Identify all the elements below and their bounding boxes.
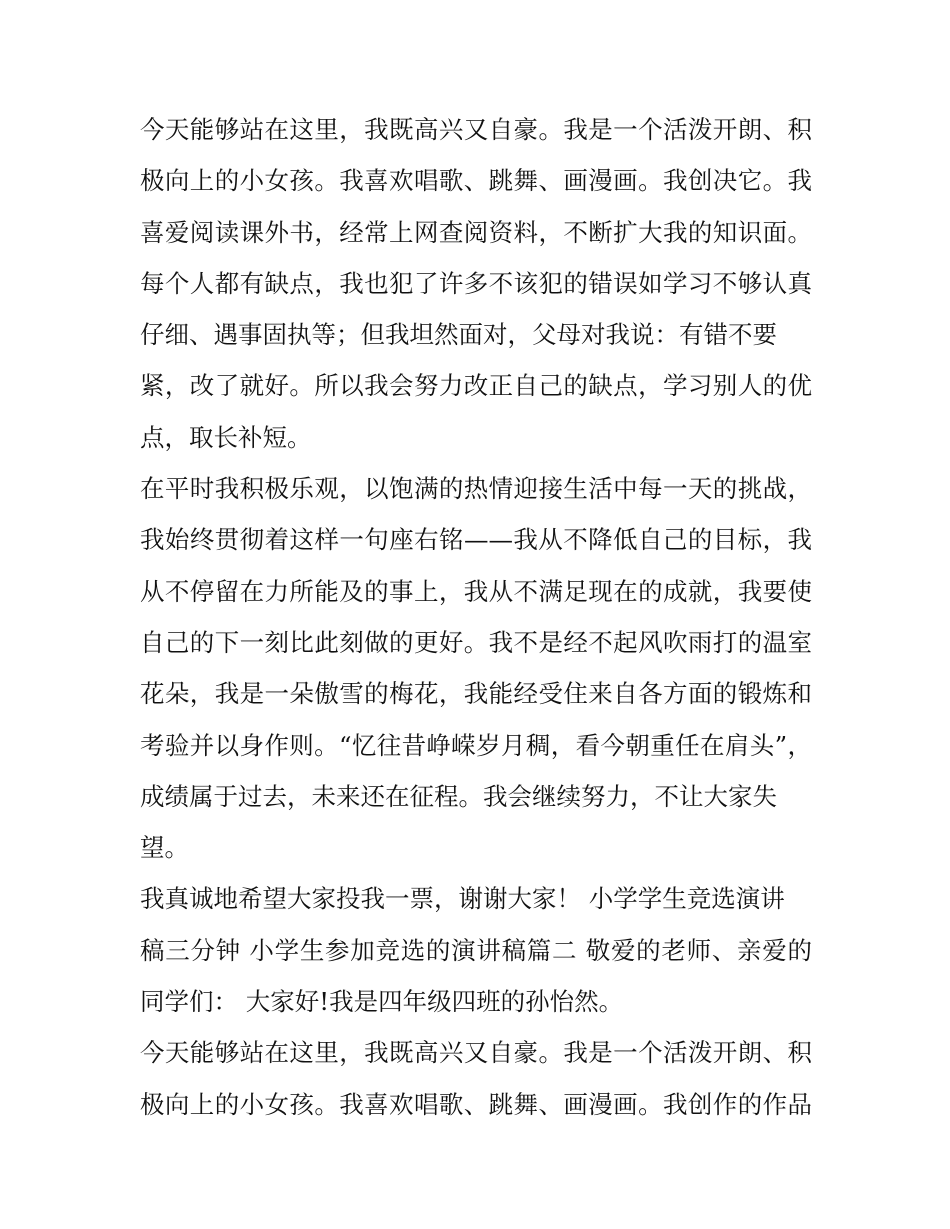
text-line: 我始终贯彻着这样一句座右铭——我从不降低自己的目标，我 (140, 525, 812, 555)
text-line: 每个人都有缺点，我也犯了许多不该犯的错误如学习不够认真 (140, 268, 812, 298)
text-line: 我真诚地希望大家投我一票，谢谢大家！ 小学学生竞选演讲 (140, 884, 785, 914)
text-line: 极向上的小女孩。我喜欢唱歌、跳舞、画漫画。我创作的作品 (140, 1089, 812, 1119)
text-line: 今天能够站在这里，我既高兴又自豪。我是一个活泼开朗、积 (140, 115, 812, 144)
text-line: 紧，改了就好。所以我会努力改正自己的缺点，学习别人的优 (140, 371, 812, 401)
text-line: 点，取长补短。 (140, 422, 312, 452)
text-line: 喜爱阅读课外书，经常上网查阅资料，不断扩大我的知识面。 (140, 217, 812, 247)
document-body (140, 104, 812, 1130)
text-line: 望。 (140, 833, 189, 863)
text-line: 同学们： 大家好!我是四年级四班的孙怡然。 (140, 987, 624, 1017)
text-line: 成绩属于过去，未来还在征程。我会继续努力，不让大家失 (140, 781, 777, 811)
text-line: 从不停留在力所能及的事上，我从不满足现在的成就，我要使 (140, 576, 812, 606)
text-line: 仔细、遇事固执等；但我坦然面对，父母对我说：有错不要 (140, 320, 777, 350)
text-line: 今天能够站在这里，我既高兴又自豪。我是一个活泼开朗、积 (140, 1038, 812, 1068)
text-line: 稿三分钟 小学生参加竞选的演讲稿篇二 敬爱的老师、亲爱的 (140, 935, 812, 965)
text-line: 在平时我积极乐观，以饱满的热情迎接生活中每一天的挑战， (140, 474, 812, 504)
text-line: 花朵，我是一朵傲雪的梅花，我能经受住来自各方面的锻炼和 (140, 679, 812, 709)
text-line: 极向上的小女孩。我喜欢唱歌、跳舞、画漫画。我创决它。我 (140, 166, 812, 196)
text-line: 考验并以身作则。“忆往昔峥嵘岁月稠，看今朝重任在肩头”， (140, 730, 812, 760)
text-line: 自己的下一刻比此刻做的更好。我不是经不起风吹雨打的温室 (140, 627, 812, 657)
